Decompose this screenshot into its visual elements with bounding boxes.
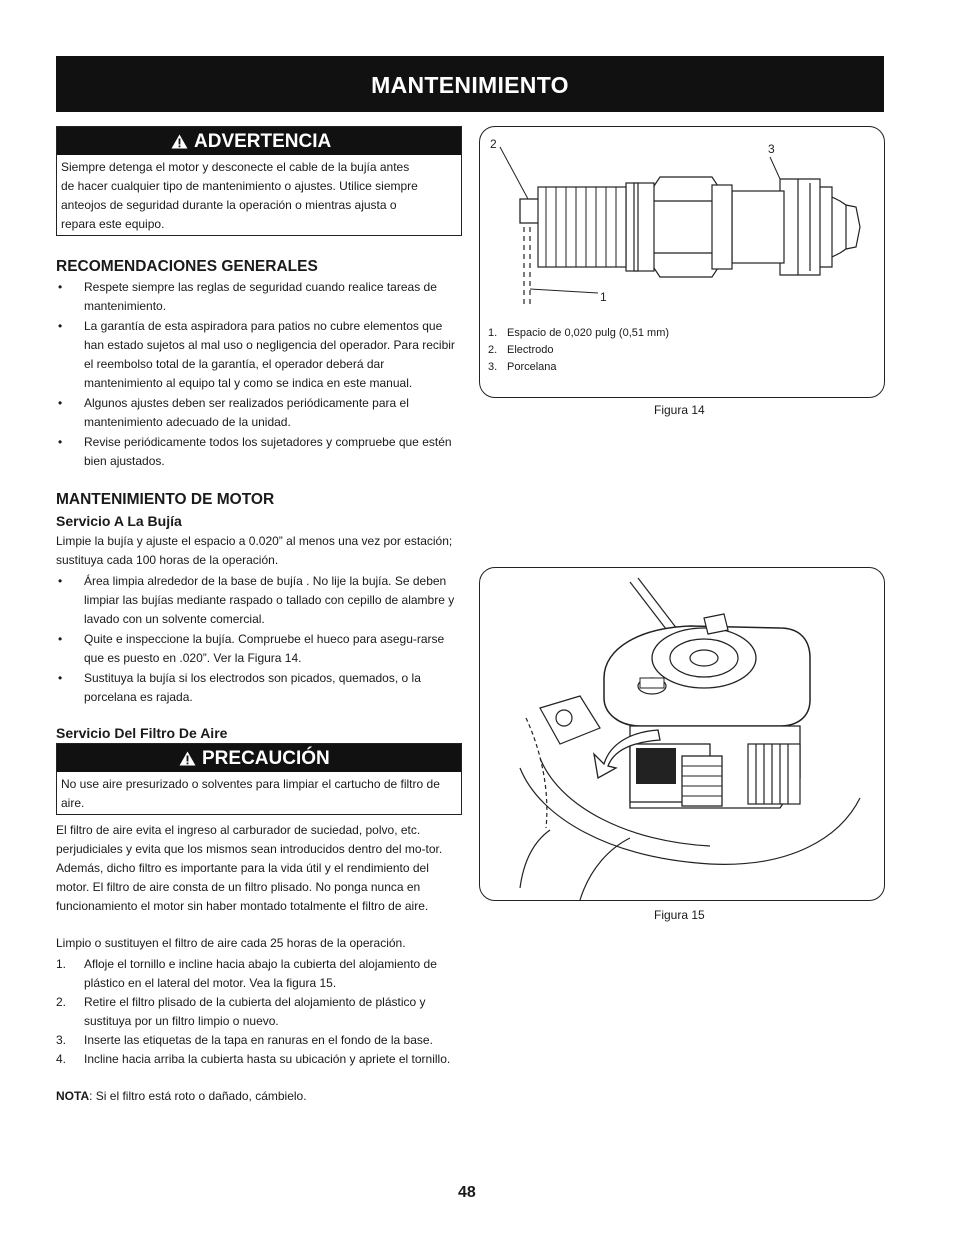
figure-14-caption: Figura 14: [654, 403, 705, 417]
warning-line: repara este equipo.: [61, 217, 165, 231]
list-item: • Área limpia alrededor de la base de bujía . No lije la bujía. Se deben limpiar las bujías mediante raspado o tallado con cepillo de alambre y lavado con un solvente comercial.: [56, 572, 462, 629]
warning-header: [57, 127, 461, 155]
step-number: 2.: [56, 995, 67, 1009]
warning-line: de hacer cualquier tipo de mantenimiento o ajustes. Utilice siempre: [61, 179, 418, 193]
callout-2: 2: [490, 137, 497, 151]
warning-line: Siempre detenga el motor y desconecte el cable de la bujía antes: [61, 160, 410, 174]
left-column: [56, 126, 462, 1106]
air-filter-interval: Limpio o sustituyen el filtro de aire cada 25 horas de la operación.: [56, 936, 406, 950]
note-label: NOTA: [56, 1089, 90, 1103]
legend-number: 3.: [488, 361, 498, 373]
legend-item: [488, 325, 669, 342]
list-item: [56, 955, 462, 993]
step-number: 4.: [56, 1052, 67, 1066]
caution-title: PRECAUCIÓN: [202, 748, 330, 769]
figure-14-legend: [488, 325, 669, 376]
engine-air-filter-illustration: [480, 568, 884, 900]
caution-box: [56, 743, 462, 815]
callout-1: 1: [600, 290, 607, 304]
engine-maintenance-heading: MANTENIMIENTO DE MOTOR: [56, 491, 275, 508]
general-recommendations-list: [56, 278, 462, 471]
list-item: [56, 1031, 462, 1050]
page-header: [56, 56, 884, 112]
spark-plug-service-heading: Servicio A La Bujía: [56, 513, 182, 529]
warning-triangle-icon: [171, 134, 188, 149]
figure-15-caption: Figura 15: [654, 908, 705, 922]
figure-14-box: [479, 126, 885, 398]
legend-text: Electrodo: [507, 344, 554, 356]
warning-line: anteojos de seguridad durante la operación o mientras ajusta o: [61, 198, 397, 212]
list-item: • La garantía de esta aspiradora para patios no cubre elementos que han estado sujetos al mal uso o negligencia del operador. Para recibir el reembolso total de la garantía, el operador deberá dar mantenimiento al equipo tal y como se indica en este manual.: [56, 317, 462, 393]
list-item: • Algunos ajustes deben ser realizados periódicamente para el mantenimiento adecuado de la unidad.: [56, 394, 462, 432]
step-number: 3.: [56, 1033, 67, 1047]
warning-box: [56, 126, 462, 236]
caution-header: [57, 744, 461, 772]
warning-text: [57, 155, 461, 235]
warning-triangle-icon: [179, 751, 196, 766]
legend-text: Porcelana: [507, 361, 557, 373]
step-text: Retire el filtro plisado de la cubierta del alojamiento de plástico y sustituya por un filtro limpio o nuevo.: [84, 995, 426, 1028]
spark-plug-list: [56, 572, 462, 707]
legend-item: [488, 359, 669, 376]
legend-text: Espacio de 0,020 pulg (0,51 mm): [507, 327, 670, 339]
list-item: [56, 1050, 462, 1069]
spark-plug-intro: Limpie la bujía y ajuste el espacio a 0.020” al menos una vez por estación; sustituya cada 100 horas de la operación.: [56, 534, 453, 567]
step-number: 1.: [56, 957, 67, 971]
general-recommendations-heading: RECOMENDACIONES GENERALES: [56, 258, 318, 275]
step-text: Afloje el tornillo e incline hacia abajo la cubierta del alojamiento de plástico en el lateral del motor. Vea la figura 15.: [84, 957, 437, 990]
list-item: • Sustituya la bujía si los electrodos son picados, quemados, o la porcelana es rajada.: [56, 669, 462, 707]
page-number: 48: [458, 1184, 476, 1201]
note-text: : Si el filtro está roto o dañado, cámbielo.: [89, 1089, 307, 1103]
list-item: • Respete siempre las reglas de seguridad cuando realice tareas de mantenimiento.: [56, 278, 462, 316]
step-text: Inserte las etiquetas de la tapa en ranuras en el fondo de la base.: [84, 1033, 433, 1047]
list-item: [56, 993, 462, 1031]
step-text: Incline hacia arriba la cubierta hasta su ubicación y apriete el tornillo.: [84, 1052, 451, 1066]
warning-title: ADVERTENCIA: [194, 131, 332, 152]
callout-3: 3: [768, 142, 775, 156]
air-filter-service-heading: Servicio Del Filtro De Aire: [56, 725, 228, 741]
caution-text: No use aire presurizado o solventes para limpiar el cartucho de filtro de aire.: [61, 777, 440, 810]
note: [56, 1087, 462, 1106]
legend-number: 1.: [488, 327, 498, 339]
page-title: MANTENIMIENTO: [371, 72, 569, 98]
list-item: • Quite e inspeccione la bujía. Compruebe el hueco para asegu-rarse que es puesto en .020”. Ver la Figura 14.: [56, 630, 462, 668]
air-filter-paragraph: El filtro de aire evita el ingreso al carburador de suciedad, polvo, etc. perjudiciales y evita que los mismos sean introducidos dentro del mo-tor. Además, dicho filtro es importante para la vida útil y el rendimiento del motor. El filtro de aire consta de un filtro plisado. No ponga nunca en funcionamiento el motor sin haber montado totalmente el filtro de aire.: [56, 823, 443, 913]
list-item: • Revise periódicamente todos los sujetadores y compruebe que estén bien ajustados.: [56, 433, 462, 471]
legend-number: 2.: [488, 344, 498, 356]
legend-item: [488, 342, 669, 359]
air-filter-steps: [56, 955, 462, 1069]
figure-15-box: [479, 567, 885, 901]
